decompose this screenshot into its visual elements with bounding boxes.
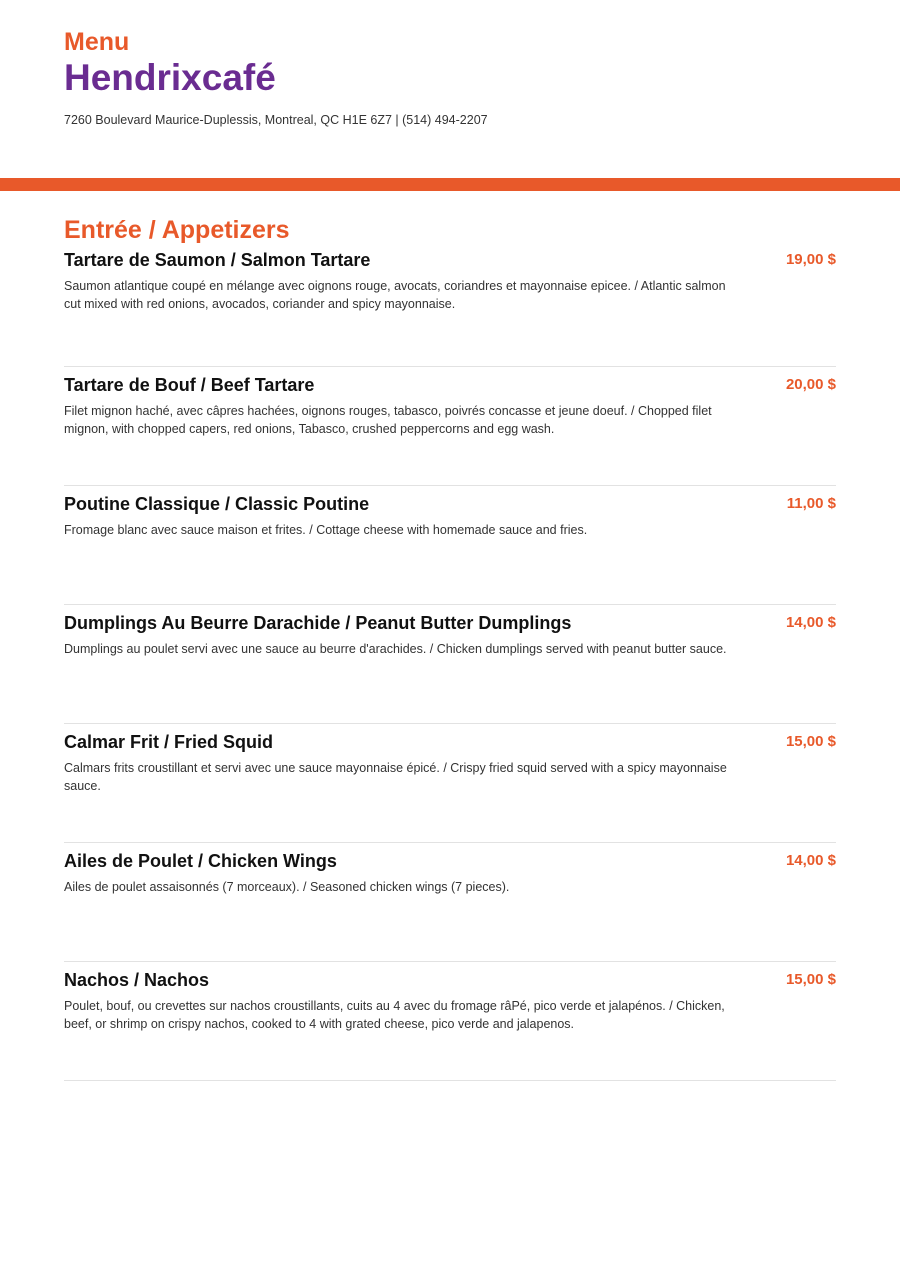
- item-price: 14,00 $: [785, 614, 836, 631]
- item-price: 14,00 $: [785, 852, 836, 869]
- item-price: 15,00 $: [785, 971, 836, 988]
- menu-item: [64, 486, 836, 605]
- item-price: 19,00 $: [785, 251, 836, 268]
- item-price: 20,00 $: [785, 376, 836, 393]
- item-name: Dumplings Au Beurre Darachide / Peanut Butter Dumplings: [64, 613, 572, 633]
- item-name: Calmar Frit / Fried Squid: [64, 732, 274, 752]
- item-price: 11,00 $: [786, 495, 836, 512]
- item-name: Ailes de Poulet / Chicken Wings: [64, 851, 337, 871]
- item-description: Calmars frits croustillant et servi avec une sauce mayonnaise épicé. / Crispy fried squid served with a spicy mayonnaise sauce.: [64, 761, 727, 793]
- item-description: Dumplings au poulet servi avec une sauce au beurre d'arachides. / Chicken dumplings served with peanut butter sauce.: [64, 642, 727, 656]
- menu-item: [64, 605, 836, 724]
- cafe-name: Hendrixcafé: [64, 57, 276, 98]
- menu-item: [64, 367, 836, 486]
- menu-item-list: [64, 248, 836, 1081]
- menu-item: [64, 724, 836, 843]
- menu-label: Menu: [64, 28, 130, 56]
- header-divider: [0, 178, 900, 191]
- item-description: Fromage blanc avec sauce maison et frites. / Cottage cheese with homemade sauce and fries.: [64, 523, 588, 537]
- menu-item: [64, 962, 836, 1081]
- menu-header: [64, 28, 844, 128]
- item-description: Ailes de poulet assaisonnés (7 morceaux). / Seasoned chicken wings (7 pieces).: [64, 880, 510, 894]
- item-name: Tartare de Bouf / Beef Tartare: [64, 375, 315, 395]
- item-description: Saumon atlantique coupé en mélange avec oignons rouge, avocats, coriandres et mayonnaise epicee. / Atlantic salmon cut mixed with red onions, avocados, coriander and spicy mayonnaise.: [64, 279, 726, 311]
- item-name: Poutine Classique / Classic Poutine: [64, 494, 370, 514]
- menu-item: [64, 248, 836, 367]
- item-description: Filet mignon haché, avec câpres hachées, oignons rouges, tabasco, poivrés concasse et jeune doeuf. / Chopped filet mignon, with chopped capers, red onions, Tabasco, crushed peppercorns and egg wash.: [64, 404, 712, 436]
- item-price: 15,00 $: [785, 733, 836, 750]
- section-title: Entrée / Appetizers: [64, 216, 290, 244]
- menu-item: [64, 843, 836, 962]
- item-name: Tartare de Saumon / Salmon Tartare: [64, 250, 371, 270]
- appetizers-section: [64, 214, 836, 1081]
- cafe-address: 7260 Boulevard Maurice-Duplessis, Montreal, QC H1E 6Z7 | (514) 494-2207: [64, 113, 488, 127]
- item-name: Nachos / Nachos: [64, 970, 210, 990]
- item-description: Poulet, bouf, ou crevettes sur nachos croustillants, cuits au 4 avec du fromage râPé, pico verde et jalapénos. / Chicken, beef, or shrimp on crispy nachos, cooked to 4 with grated cheese, pico verde and jalapenos.: [64, 999, 725, 1031]
